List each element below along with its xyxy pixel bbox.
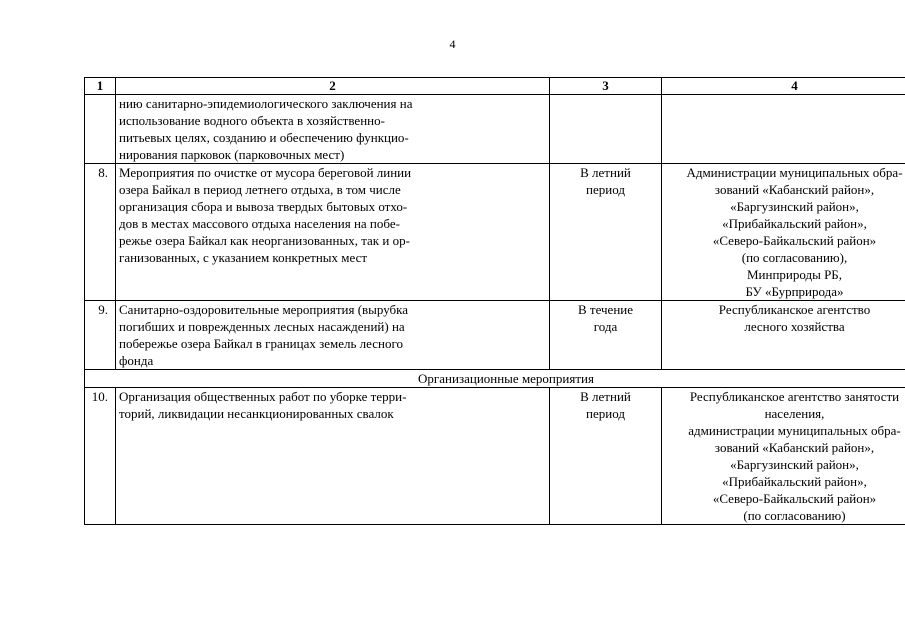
row-number: 8. — [85, 164, 116, 301]
measure-description-line: Мероприятия по очистке от мусора береговой линии — [119, 165, 412, 180]
measure-description-line: нирования парковок (парковочных мест) — [119, 147, 345, 162]
measure-period — [550, 388, 662, 525]
measure-responsible — [662, 164, 905, 301]
table-row — [85, 95, 905, 164]
measure-period-line: В летний — [580, 389, 631, 404]
measure-responsible-line: «Северо-Байкальский район» — [712, 233, 877, 248]
measures-table — [84, 77, 905, 525]
measure-responsible-line: Республиканское агентство занятости — [689, 389, 900, 404]
measure-description-line: использование водного объекта в хозяйственно- — [119, 113, 385, 128]
measure-description — [116, 388, 550, 525]
section-title: Организационные мероприятия — [85, 370, 905, 388]
header-col-4: 4 — [662, 78, 905, 95]
header-col-2: 2 — [116, 78, 550, 95]
measure-description-line: режье озера Байкал как неорганизованных, так и ор- — [119, 233, 410, 248]
measure-responsible-line: Администрации муниципальных обра- — [686, 165, 903, 180]
measure-responsible-line: населения, — [764, 406, 825, 421]
table-row — [85, 301, 905, 370]
measure-description — [116, 95, 550, 164]
measure-description-line: фонда — [119, 353, 154, 368]
table-row — [85, 164, 905, 301]
row-number — [85, 95, 116, 164]
measure-period — [550, 95, 662, 164]
measure-description-line: торий, ликвидации несанкционированных свалок — [119, 406, 394, 421]
measure-description-line: организация сбора и вывоза твердых бытовых отхо- — [119, 199, 408, 214]
measure-period-line: период — [586, 406, 625, 421]
measure-description-line: Организация общественных работ по уборке терри- — [119, 389, 407, 404]
measure-description-line: озера Байкал в период летнего отдыха, в том числе — [119, 182, 401, 197]
measure-description — [116, 301, 550, 370]
header-row — [85, 78, 905, 95]
measure-description-line: ганизованных, с указанием конкретных мест — [119, 250, 368, 265]
measure-period-line: В летний — [580, 165, 631, 180]
header-col-3: 3 — [550, 78, 662, 95]
row-number: 10. — [85, 388, 116, 525]
measure-responsible-line: зований «Кабанский район», — [714, 440, 875, 455]
measure-responsible — [662, 388, 905, 525]
measure-responsible-line: администрации муниципальных обра- — [688, 423, 901, 438]
measure-description-line: погибших и поврежденных лесных насаждений) на — [119, 319, 405, 334]
measure-description-line: нию санитарно-эпидемиологического заключения на — [119, 96, 413, 111]
measure-responsible-line: «Баргузинский район», — [730, 457, 859, 472]
measure-period-line: В течение — [577, 302, 634, 317]
measure-description — [116, 164, 550, 301]
row-number: 9. — [85, 301, 116, 370]
measure-responsible-line: Минприроды РБ, — [746, 267, 843, 282]
measure-responsible-line: Республиканское агентство — [718, 302, 871, 317]
measure-description-line: дов в местах массового отдыха населения на побе- — [119, 216, 400, 231]
measure-responsible-line: (по согласованию) — [743, 508, 846, 523]
measure-period — [550, 301, 662, 370]
measure-responsible-line: «Прибайкальский район», — [722, 474, 867, 489]
measure-period-line: период — [586, 182, 625, 197]
measure-responsible-line: «Северо-Байкальский район» — [712, 491, 877, 506]
measure-responsible-line: лесного хозяйства — [744, 319, 845, 334]
measure-description-line: побережье озера Байкал в границах земель лесного — [119, 336, 403, 351]
measure-responsible-line: зований «Кабанский район», — [714, 182, 875, 197]
measure-responsible — [662, 95, 905, 164]
measure-period — [550, 164, 662, 301]
measure-responsible-line: «Прибайкальский район», — [722, 216, 867, 231]
measure-description-line: Санитарно-оздоровительные мероприятия (вырубка — [119, 302, 409, 317]
header-col-1: 1 — [85, 78, 116, 95]
measure-responsible-line: (по согласованию), — [741, 250, 848, 265]
measure-responsible-line: «Баргузинский район», — [730, 199, 859, 214]
measure-responsible — [662, 301, 905, 370]
page-number: 4 — [449, 37, 456, 51]
measure-description-line: питьевых целях, созданию и обеспечению функцио- — [119, 130, 409, 145]
table-row — [85, 388, 905, 525]
section-row — [85, 370, 905, 388]
measure-responsible-line: БУ «Бурприрода» — [745, 284, 844, 299]
measure-period-line: года — [593, 319, 618, 334]
